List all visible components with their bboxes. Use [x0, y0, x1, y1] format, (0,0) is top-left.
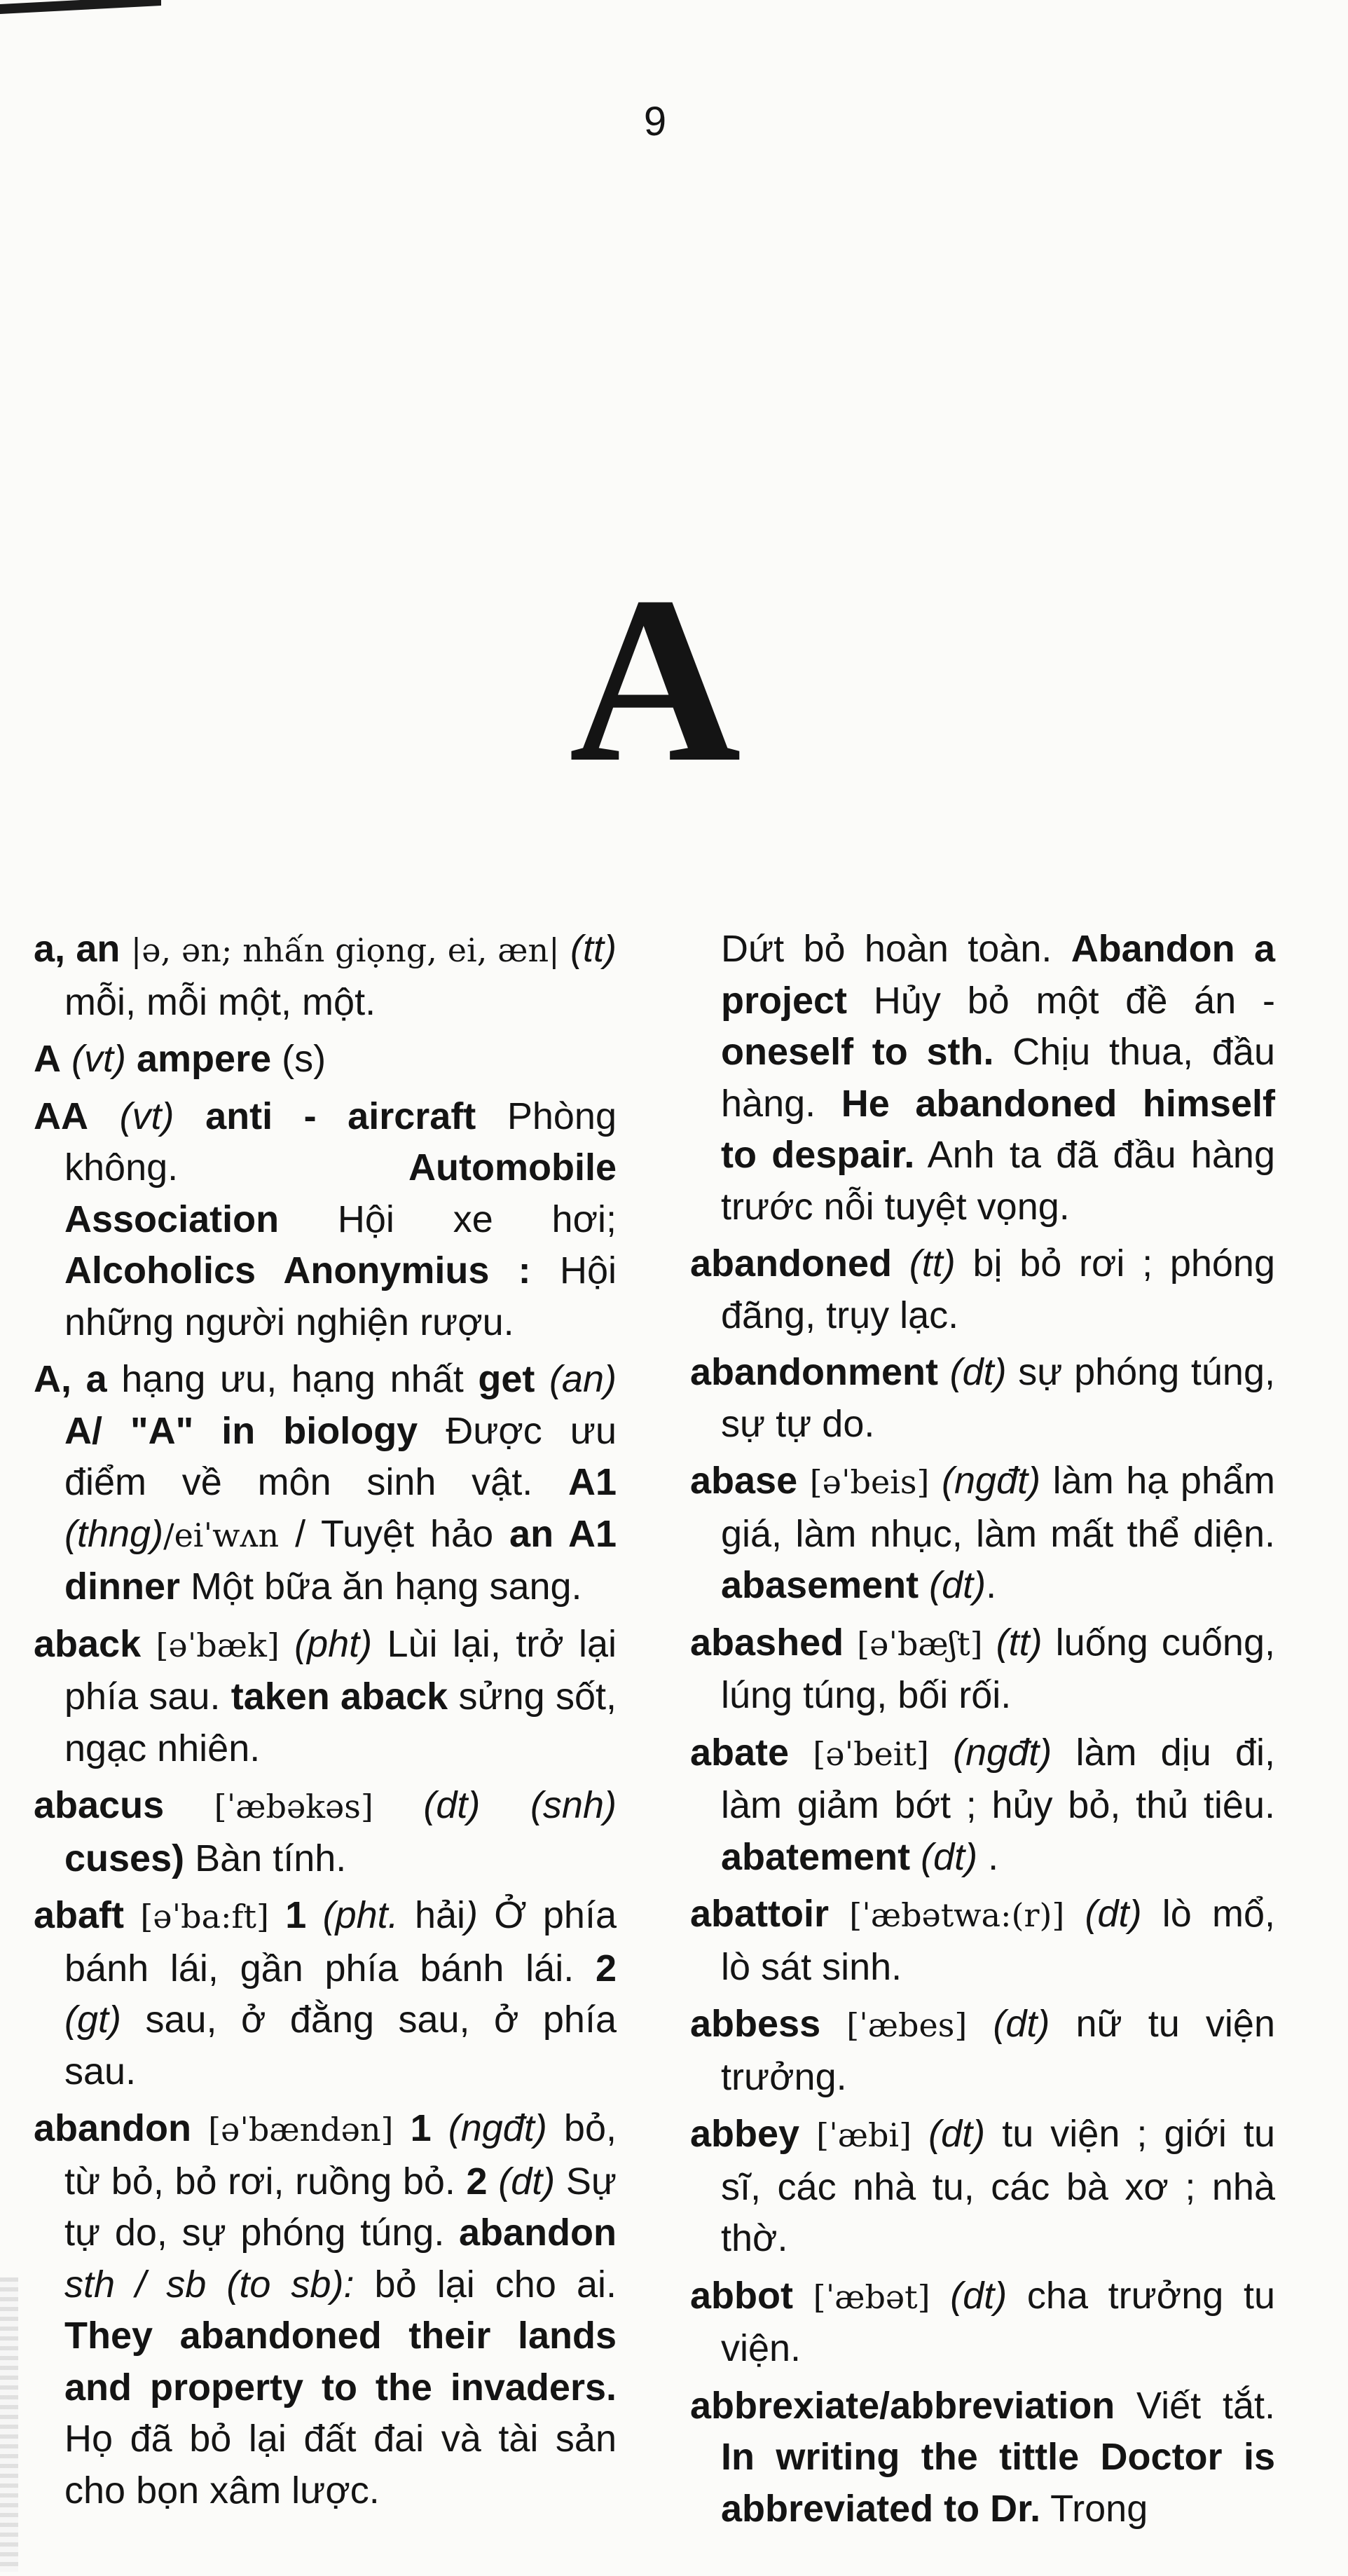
grammar-label: (ngđt) — [953, 1731, 1052, 1774]
right-column — [690, 924, 1275, 2540]
definition-text — [929, 1732, 953, 1774]
definition-text: Viết tắt. — [1115, 2384, 1275, 2427]
page-number: 9 — [643, 99, 667, 144]
grammar-label: (an) — [549, 1358, 617, 1400]
headword-text: abandonment — [690, 1351, 939, 1393]
definition-text — [983, 1622, 996, 1664]
definition-text: Bàn tính. — [184, 1837, 347, 1879]
definition-text — [967, 2003, 993, 2045]
definition-text: cha trưởng tu viện. — [721, 2274, 1275, 2369]
grammar-label: (tt) — [996, 1621, 1043, 1664]
grammar-label: (dt) — [949, 1351, 1007, 1393]
definition-text — [910, 1836, 921, 1878]
definition-text — [829, 1893, 849, 1935]
dictionary-entry — [34, 924, 617, 1028]
definition-text: (s) — [271, 1038, 326, 1080]
definition-text: bỏ, từ bỏ, bỏ rơi, ruồng bỏ. — [64, 2107, 617, 2202]
grammar-label: (vt) — [119, 1095, 174, 1137]
headword-text: ampere — [137, 1038, 272, 1080]
dictionary-entry — [690, 1238, 1275, 1341]
definition-text: sửng sốt, ngạc nhiên. — [64, 1676, 617, 1769]
grammar-label: (dt) — [1085, 1893, 1142, 1935]
definition-text: luống cuống, lúng túng, bối rối. — [721, 1621, 1275, 1716]
headword-text: abase — [690, 1460, 798, 1502]
dictionary-entry — [690, 2380, 1275, 2535]
scan-left-edge — [0, 2277, 18, 2572]
headword-text: Automobile Association — [64, 1146, 617, 1240]
pronunciation: [əˈbeis] — [809, 1463, 930, 1501]
definition-text — [892, 1242, 909, 1284]
headword-text: Alcoholics Anonymius : — [64, 1249, 531, 1292]
definition-text — [1064, 1893, 1085, 1935]
definition-text: Hội xe hơi; — [279, 1198, 617, 1240]
definition-text: Một bữa ăn hạng sang. — [180, 1566, 582, 1608]
headword-text: They abandoned their lands and property to the invaders. — [64, 2315, 617, 2409]
headword-text: abandoned — [690, 1242, 893, 1284]
pronunciation: /eiˈwʌn — [163, 1516, 280, 1554]
scan-corner-mark — [0, 0, 161, 14]
dictionary-entry — [34, 1619, 617, 1775]
dictionary-entry — [34, 1091, 617, 1349]
headword-text: oneself to sth. — [721, 1031, 994, 1073]
definition-text — [929, 1460, 942, 1502]
definition-text: Chịu thua, đầu hàng. — [721, 1031, 1275, 1125]
definition-text: sau, ở đằng sau, ở phía sau. — [64, 1999, 617, 2092]
definition-text — [789, 1732, 813, 1774]
headword-text: abate — [690, 1731, 790, 1774]
headword-text: abandon — [34, 2107, 191, 2149]
definition-text: bỏ lại cho ai. — [354, 2263, 617, 2306]
definition-text: Anh ta đã đầu hàng trước nỗi tuyệt vọng. — [721, 1134, 1275, 1228]
definition-text: sự phóng túng, sự tự do. — [721, 1351, 1275, 1445]
definition-text: nữ tu viện trưởng. — [721, 2003, 1275, 2098]
grammar-label: (thng) — [64, 1512, 164, 1555]
definition-text: . — [977, 1835, 999, 1878]
dictionary-entry — [690, 2109, 1275, 2265]
grammar-label: (dt) — [993, 2003, 1050, 2045]
dictionary-entry — [690, 1347, 1275, 1450]
definition-text — [820, 2003, 846, 2045]
definition-text: bị bỏ rơi ; phóng đãng, trụy lạc. — [721, 1242, 1275, 1336]
definition-text: tu viện ; giới tu sĩ, các nhà tu, các bà xơ ; nhà thờ. — [721, 2113, 1275, 2259]
section-letter-heading: A — [569, 547, 741, 811]
definition-text: Dứt bỏ hoàn toàn. — [721, 928, 1071, 970]
grammar-label: (pht) — [294, 1622, 373, 1665]
definition-text — [124, 1894, 140, 1936]
headword-text: abaft — [34, 1894, 125, 1936]
definition-text: . — [986, 1564, 997, 1606]
pronunciation: |ə, ən; nhấn giọng, ei, æn| — [130, 931, 560, 969]
definition-text: hạng ưu, hạng nhất — [106, 1358, 479, 1400]
definition-text: mỗi, mỗi một, một. — [64, 980, 376, 1023]
pronunciation: [ˈæbət] — [813, 2277, 930, 2316]
headword-text: cuses) — [64, 1837, 185, 1879]
headword-text: abattoir — [690, 1893, 830, 1935]
definition-text — [191, 2107, 208, 2149]
definition-text: làm hạ phẩm giá, làm nhục, làm mất thể diện. — [721, 1460, 1275, 1555]
definition-text — [797, 1460, 810, 1502]
definition-text — [560, 928, 570, 970]
headword-text: He abandoned himself to despair. — [721, 1082, 1275, 1176]
grammar-label: (dt) — [921, 1835, 978, 1878]
definition-text: lò mổ, lò sát sinh. — [721, 1893, 1275, 1988]
pronunciation: [əˈbændən] — [208, 2111, 394, 2149]
definition-text — [912, 2113, 928, 2155]
headword-text: taken aback — [231, 1676, 448, 1718]
definition-text — [141, 1623, 156, 1665]
definition-text — [393, 2107, 410, 2149]
grammar-label: sth / sb (to sb): — [64, 2263, 355, 2306]
definition-text: Trong — [1040, 2487, 1148, 2530]
grammar-label: (dt) — [929, 1564, 986, 1606]
headword-text: A1 — [568, 1461, 617, 1503]
headword-text: abbess — [690, 2003, 821, 2045]
dictionary-entry — [34, 1034, 617, 1085]
grammar-label: (snh) — [530, 1784, 617, 1826]
headword-text: anti - aircraft — [205, 1095, 476, 1137]
definition-text — [938, 1351, 950, 1393]
definition-text — [88, 1095, 120, 1137]
definition-text — [306, 1894, 322, 1936]
grammar-label: (vt) — [71, 1038, 126, 1080]
grammar-label: (pht. — [322, 1894, 399, 1936]
dictionary-entry — [690, 1617, 1275, 1722]
definition-text: làm dịu đi, làm giảm bớt ; hủy bỏ, thủ tiêu. — [721, 1731, 1275, 1826]
grammar-label: (ngđt) — [942, 1460, 1041, 1502]
pronunciation: [ˈæbes] — [846, 2006, 968, 2044]
dictionary-entry — [690, 1727, 1275, 1884]
definition-text: Hội những người nghiện rượu. — [64, 1249, 617, 1343]
definition-text: Lùi lại, trở lại phía sau. — [64, 1622, 617, 1718]
definition-text — [799, 2113, 816, 2155]
grammar-label: (tt) — [909, 1242, 956, 1284]
definition-text — [373, 1784, 424, 1826]
dictionary-entry — [690, 1455, 1275, 1612]
definition-text: Họ đã bỏ lại đất đai và tài sản cho bọn xâm lược. — [64, 2418, 617, 2512]
dictionary-entry — [34, 1354, 617, 1613]
pronunciation: [əˈbeit] — [813, 1734, 929, 1773]
dictionary-entry — [690, 1999, 1275, 2103]
grammar-label: (dt) — [928, 2113, 986, 2155]
headword-text: abbot — [690, 2274, 793, 2317]
entry-continuation — [690, 924, 1275, 1233]
definition-text — [488, 2160, 499, 2202]
dictionary-entry — [34, 1780, 617, 1884]
definition-text — [126, 1038, 137, 1080]
headword-text: abbrexiate/abbreviation — [690, 2384, 1115, 2427]
pronunciation: [ˈæbi] — [816, 2116, 912, 2154]
grammar-label: (tt) — [570, 928, 617, 970]
headword-text: an A1 dinner — [64, 1512, 617, 1608]
headword-text: get — [478, 1358, 535, 1400]
definition-text: Sự tự do, sự phóng túng. — [64, 2160, 617, 2254]
headword-text: 2 — [595, 1947, 617, 1989]
definition-text: Hủy bỏ một đề án - — [847, 979, 1275, 1022]
definition-text — [919, 1564, 929, 1606]
definition-text — [61, 1038, 71, 1080]
definition-text — [174, 1095, 206, 1137]
definition-text — [844, 1622, 857, 1664]
headword-text: 1 — [285, 1894, 307, 1936]
grammar-label: (dt) — [498, 2160, 556, 2202]
definition-text — [793, 2275, 813, 2317]
dictionary-entry — [34, 1890, 617, 2097]
definition-text — [432, 2107, 448, 2149]
grammar-label: (dt) — [423, 1784, 481, 1826]
headword-text: abatement — [721, 1835, 911, 1878]
pronunciation: [ˈæbəkəs] — [214, 1788, 373, 1825]
definition-text: Ở phía bánh lái, gần phía bánh lái. — [64, 1894, 617, 1989]
dictionary-entry — [690, 2270, 1275, 2375]
definition-text — [269, 1894, 285, 1936]
definition-text: Phòng không. — [64, 1095, 617, 1188]
grammar-label: ) — [465, 1894, 478, 1936]
definition-text: hải — [398, 1894, 466, 1936]
headword-text: 1 — [410, 2107, 432, 2149]
headword-text: In writing the tittle Doctor is abbreviated to Dr. — [721, 2436, 1275, 2530]
pronunciation: [əˈbæk] — [156, 1626, 280, 1664]
grammar-label: (dt) — [950, 2274, 1007, 2317]
dictionary-entry — [690, 1889, 1275, 1993]
headword-text: A — [34, 1038, 61, 1080]
dictionary-entry — [34, 2103, 617, 2516]
definition-text — [930, 2275, 951, 2317]
headword-text: 2 — [466, 2160, 488, 2202]
pronunciation: [əˈba:ft] — [140, 1898, 269, 1936]
grammar-label: (gt) — [64, 1999, 121, 2041]
headword-text: Abandon a project — [721, 928, 1275, 1022]
headword-text: abandon — [459, 2212, 617, 2254]
grammar-label: (ngđt) — [448, 2107, 547, 2149]
definition-text: / Tuyệt hảo — [279, 1512, 510, 1555]
definition-text — [480, 1784, 530, 1826]
headword-text: A/ "A" in biology — [64, 1409, 418, 1452]
definition-text — [120, 928, 130, 970]
left-column — [34, 924, 617, 2522]
definition-text: Được ưu điểm về môn sinh vật. — [64, 1409, 617, 1503]
headword-text: abbey — [690, 2113, 800, 2155]
headword-text: abashed — [690, 1621, 844, 1664]
pronunciation: [ˈæbətwa:(r)] — [849, 1896, 1065, 1934]
definition-text — [164, 1784, 214, 1826]
headword-text: A, a — [34, 1358, 107, 1400]
headword-text: abasement — [721, 1564, 919, 1606]
definition-text — [280, 1623, 294, 1665]
pronunciation: [əˈbæʃt] — [857, 1624, 983, 1663]
headword-text: aback — [34, 1622, 142, 1665]
headword-text: abacus — [34, 1784, 165, 1826]
definition-text — [535, 1358, 549, 1400]
headword-text: AA — [34, 1095, 88, 1137]
headword-text: a, an — [34, 928, 121, 970]
